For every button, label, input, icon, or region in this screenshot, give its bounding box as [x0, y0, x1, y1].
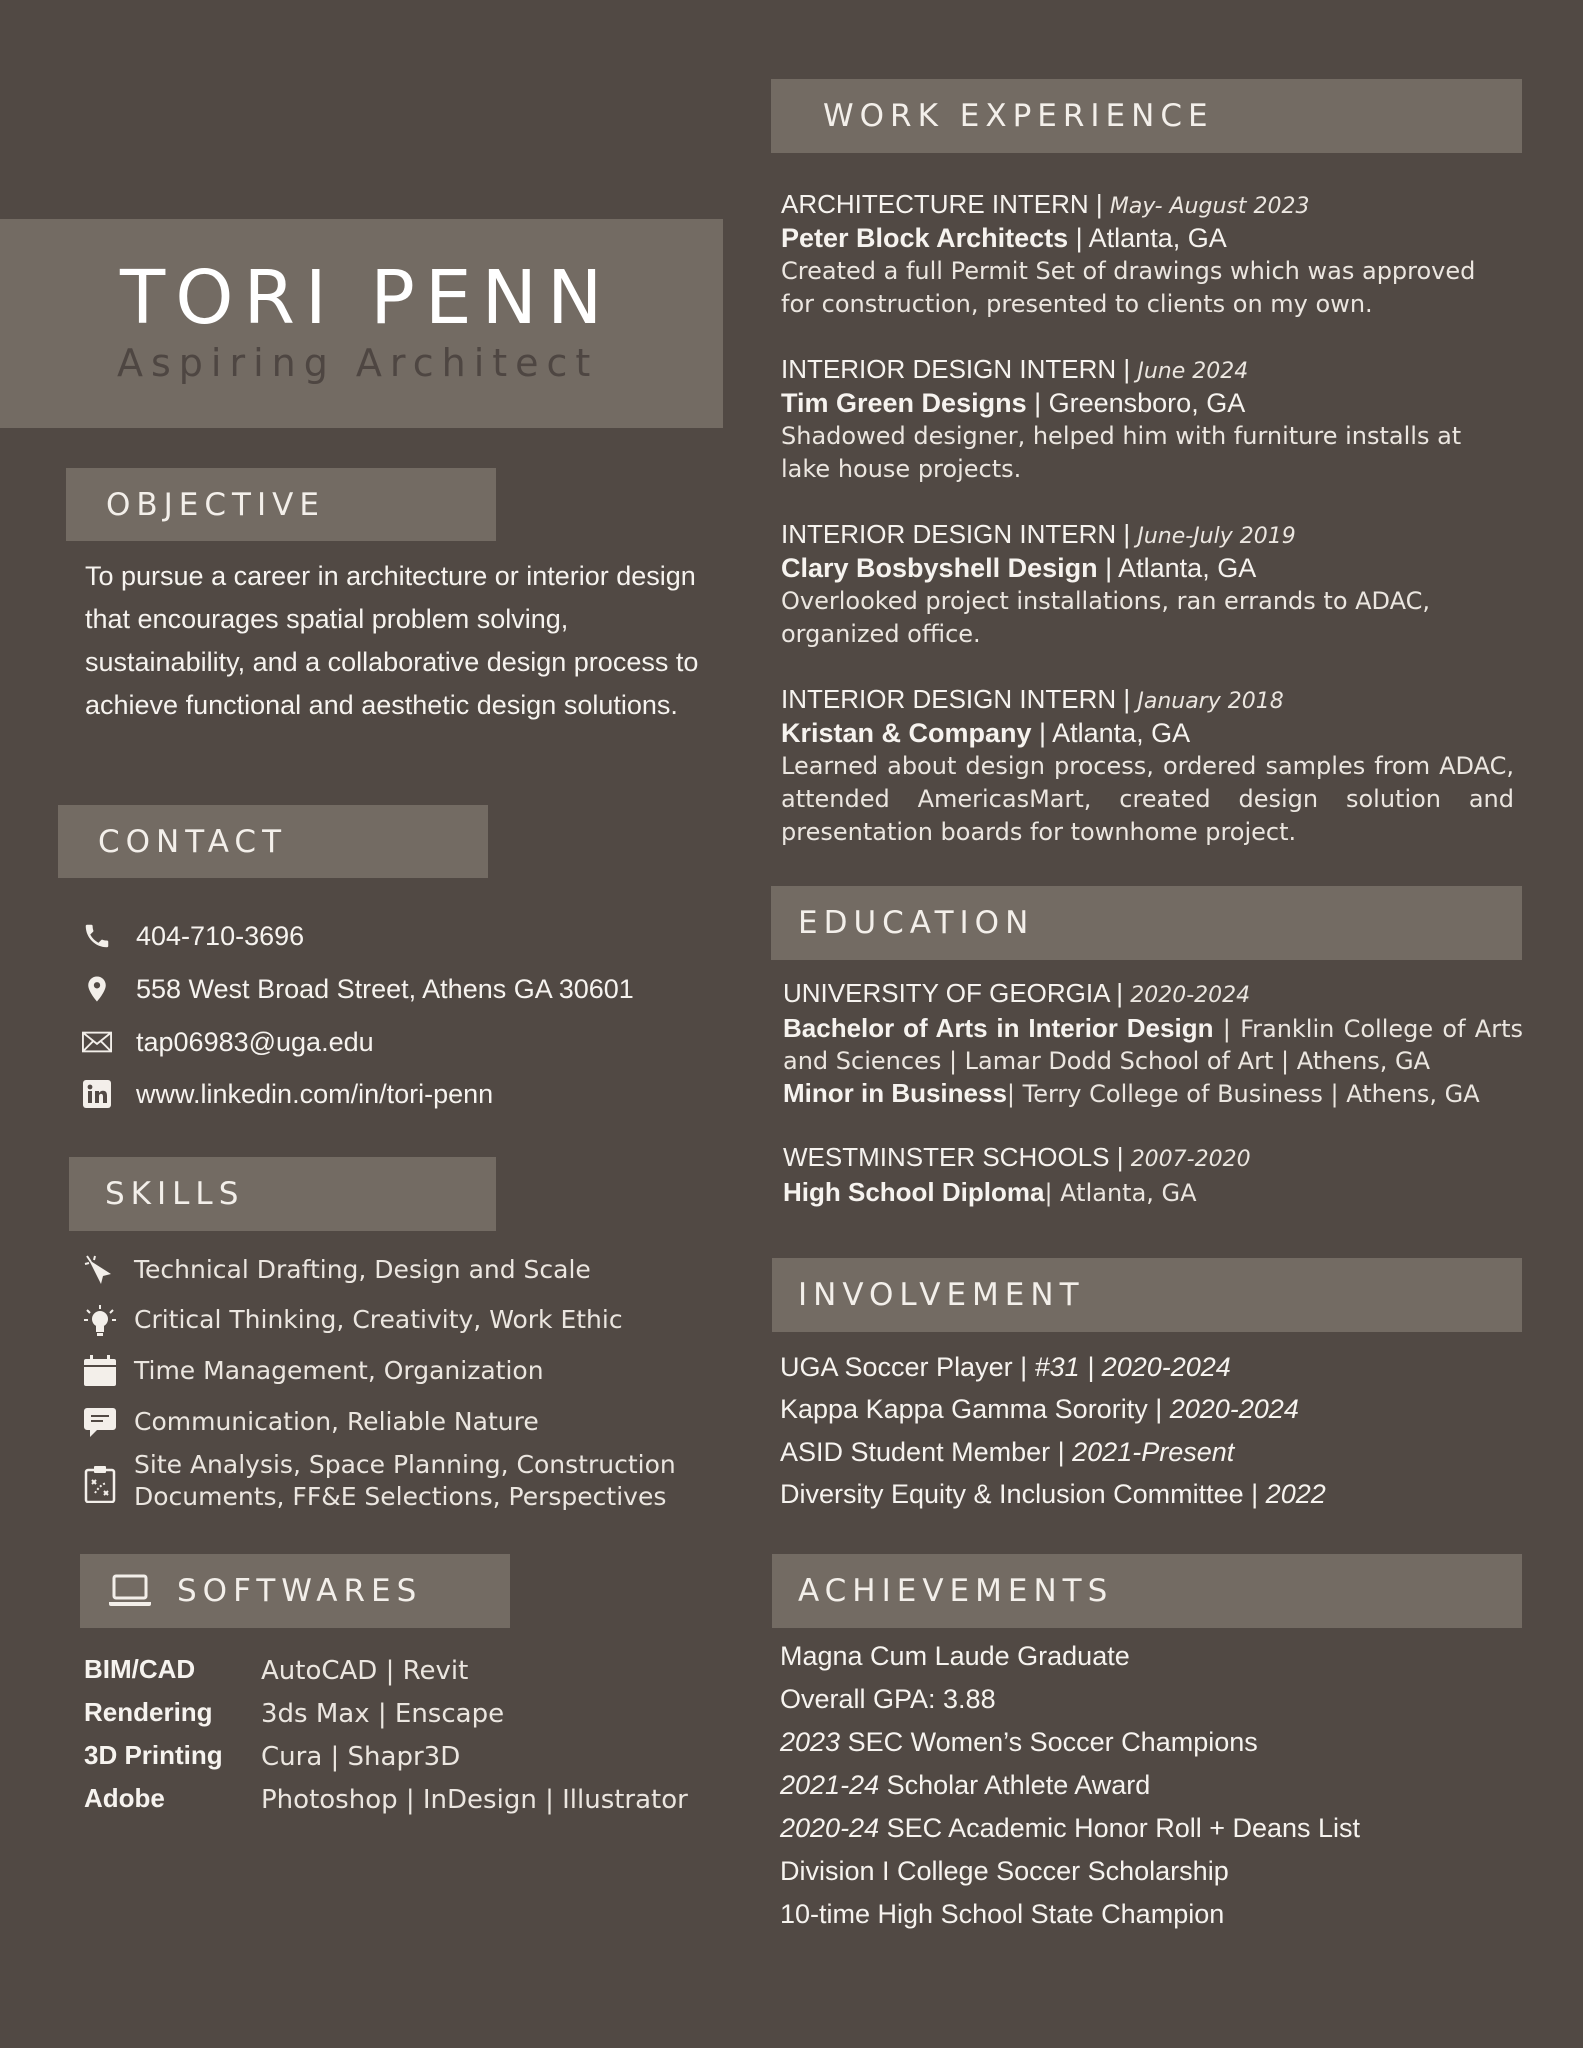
- lightbulb-icon: [80, 1304, 120, 1340]
- skill-text-line2: Documents, FF&E Selections, Perspectives: [134, 1482, 667, 1511]
- involvement-header: [772, 1258, 1522, 1332]
- objective-header: [66, 468, 496, 541]
- school-minor-detail: | Terry College of Business | Athens, GA: [1006, 1080, 1480, 1108]
- involvement-heading: INVOLVEMENT: [798, 1277, 1085, 1313]
- achievement-text: Scholar Athlete Award: [879, 1770, 1151, 1800]
- achievement-item: [780, 1641, 1130, 1672]
- skill-item: [80, 1406, 539, 1442]
- work-header: [771, 79, 1522, 153]
- involvement-text: Kappa Kappa Gamma Sorority |: [780, 1394, 1170, 1424]
- skill-item: [80, 1449, 676, 1513]
- job-title: INTERIOR DESIGN INTERN: [781, 519, 1117, 549]
- achievement-item: [780, 1856, 1229, 1887]
- job-title: INTERIOR DESIGN INTERN: [781, 684, 1117, 714]
- work-heading: WORK EXPERIENCE: [823, 98, 1214, 134]
- achievement-text: Overall GPA: 3.88: [780, 1684, 996, 1714]
- job-company: Tim Green Designs: [781, 388, 1027, 418]
- job-date: January 2018: [1137, 689, 1284, 714]
- achievement-item: [780, 1899, 1224, 1930]
- skill-item: [80, 1254, 591, 1290]
- achievement-year: 2023: [780, 1727, 841, 1757]
- achievement-item: [780, 1684, 996, 1715]
- involvement-item: [780, 1437, 1234, 1468]
- job-description: Overlooked project installations, ran errands to ADAC, organized office.: [781, 587, 1430, 648]
- contact-email-row: [82, 1022, 374, 1062]
- education-header: [771, 886, 1522, 960]
- education-heading: EDUCATION: [798, 905, 1035, 941]
- location-pin-icon: [82, 974, 112, 1004]
- achievement-text: 10-time High School State Champion: [780, 1899, 1225, 1929]
- involvement-item: [780, 1479, 1326, 1510]
- contact-address: 558 West Broad Street, Athens GA 30601: [136, 973, 634, 1004]
- drafting-icon: [80, 1254, 120, 1290]
- skill-text: Technical Drafting, Design and Scale: [134, 1255, 591, 1284]
- job-location: | Atlanta, GA: [1068, 223, 1227, 253]
- school-degree-detail: | Atlanta, GA: [1044, 1179, 1197, 1207]
- objective-text: To pursue a career in architecture or interior design that encourages spatial problem solving, sustainability, and a collaborative design process to achieve functional and aesthetic design solutions.: [85, 561, 699, 720]
- job-location: | Atlanta, GA: [1031, 718, 1191, 748]
- software-value: Cura | Shapr3D: [261, 1742, 461, 1772]
- involvement-date: 2020-2024: [1169, 1394, 1299, 1424]
- achievements-heading: ACHIEVEMENTS: [798, 1573, 1114, 1609]
- software-value: AutoCAD | Revit: [261, 1656, 469, 1686]
- job-description: Learned about design process, ordered samples from ADAC, attended AmericasMart, created design solution and presentation boards for townhome project.: [781, 752, 1514, 846]
- job-separator: |: [1116, 684, 1138, 714]
- skill-text: Communication, Reliable Nature: [134, 1407, 539, 1436]
- software-value: 3ds Max | Enscape: [261, 1699, 505, 1729]
- involvement-item: [780, 1394, 1299, 1425]
- contact-email[interactable]: tap06983@uga.edu: [136, 1026, 374, 1057]
- software-category: 3D Printing: [84, 1740, 223, 1770]
- job-description: Created a full Permit Set of drawings which was approved for construction, presented to clients on my own.: [781, 257, 1476, 318]
- involvement-date: 2022: [1265, 1479, 1326, 1509]
- achievement-year: 2021-24: [780, 1770, 880, 1800]
- achievement-item: [780, 1727, 1258, 1758]
- school-name: UNIVERSITY OF GEORGIA: [783, 978, 1110, 1008]
- job-entry: [781, 352, 1514, 486]
- skill-item: [80, 1304, 623, 1340]
- school-separator: |: [1109, 978, 1131, 1008]
- school-degree: Bachelor of Arts in Interior Design: [783, 1013, 1214, 1043]
- skill-item: [80, 1355, 544, 1391]
- involvement-item: [780, 1352, 1231, 1383]
- linkedin-icon: [82, 1079, 112, 1109]
- achievement-item: [780, 1770, 1150, 1801]
- software-category: Adobe: [84, 1783, 165, 1813]
- phone-icon: [82, 921, 112, 951]
- job-separator: |: [1088, 189, 1110, 219]
- involvement-text: Diversity Equity & Inclusion Committee |: [780, 1479, 1266, 1509]
- achievement-text: Magna Cum Laude Graduate: [780, 1641, 1130, 1671]
- job-location: | Atlanta, GA: [1097, 553, 1257, 583]
- objective-heading: OBJECTIVE: [106, 486, 325, 523]
- school-minor: Minor in Business: [783, 1078, 1007, 1108]
- job-date: June 2024: [1137, 359, 1249, 384]
- job-entry: [781, 517, 1514, 651]
- skills-header: [69, 1157, 496, 1231]
- achievement-text: Division I College Soccer Scholarship: [780, 1856, 1229, 1886]
- job-entry: [781, 682, 1514, 849]
- job-date: June-July 2019: [1137, 524, 1296, 549]
- achievements-header: [772, 1554, 1522, 1628]
- contact-linkedin[interactable]: www.linkedin.com/in/tori-penn: [136, 1078, 494, 1109]
- speech-bubble-icon: [80, 1406, 120, 1442]
- job-title: ARCHITECTURE INTERN: [781, 189, 1089, 219]
- involvement-date: #31 | 2020-2024: [1034, 1352, 1231, 1382]
- achievement-text: SEC Academic Honor Roll + Deans List: [879, 1813, 1361, 1843]
- skill-text: Time Management, Organization: [134, 1356, 544, 1385]
- school-degree-detail: | Franklin College of Arts and Sciences | Lamar Dodd School of Art | Athens, GA: [783, 1015, 1523, 1075]
- achievement-item: [780, 1813, 1360, 1844]
- calendar-icon: [80, 1355, 120, 1391]
- contact-address-row: [82, 969, 634, 1009]
- contact-heading: CONTACT: [98, 823, 288, 860]
- school-degree: High School Diploma: [783, 1177, 1045, 1207]
- name-banner: [0, 219, 723, 428]
- job-separator: |: [1116, 354, 1138, 384]
- job-title: INTERIOR DESIGN INTERN: [781, 354, 1117, 384]
- contact-phone[interactable]: 404-710-3696: [136, 920, 305, 951]
- school-entry: [783, 977, 1523, 1110]
- software-value: Photoshop | InDesign | Illustrator: [261, 1785, 688, 1815]
- skill-text: Site Analysis, Space Planning, Construction: [134, 1450, 676, 1479]
- job-separator: |: [1116, 519, 1138, 549]
- involvement-text: ASID Student Member |: [780, 1437, 1073, 1467]
- softwares-header: [80, 1554, 510, 1628]
- softwares-heading: SOFTWARES: [177, 1573, 423, 1609]
- laptop-icon: [108, 1574, 152, 1608]
- school-entry: [783, 1141, 1523, 1209]
- skill-text: Critical Thinking, Creativity, Work Ethic: [134, 1305, 623, 1334]
- school-separator: |: [1109, 1142, 1131, 1172]
- achievement-year: 2020-24: [780, 1813, 880, 1843]
- resume-subtitle: Aspiring Architect: [117, 341, 599, 385]
- software-category: BIM/CAD: [84, 1654, 196, 1684]
- involvement-date: 2021-Present: [1072, 1437, 1235, 1467]
- contact-linkedin-row: [82, 1074, 493, 1114]
- school-date: 2007-2020: [1130, 1147, 1251, 1172]
- software-category: Rendering: [84, 1697, 213, 1727]
- job-location: | Greensboro, GA: [1026, 388, 1246, 418]
- job-company: Clary Bosbyshell Design: [781, 553, 1098, 583]
- school-date: 2020-2024: [1130, 983, 1251, 1008]
- involvement-text: UGA Soccer Player |: [780, 1352, 1035, 1382]
- resume-name: TORI PENN: [120, 255, 613, 341]
- contact-phone-row: [82, 916, 304, 956]
- clipboard-icon: [80, 1465, 120, 1501]
- envelope-icon: [82, 1027, 112, 1057]
- school-name: WESTMINSTER SCHOOLS: [783, 1142, 1110, 1172]
- contact-header: [58, 805, 488, 878]
- job-description: Shadowed designer, helped him with furniture installs at lake house projects.: [781, 422, 1462, 483]
- job-date: May- August 2023: [1109, 194, 1310, 219]
- job-company: Peter Block Architects: [781, 223, 1069, 253]
- job-entry: [781, 187, 1514, 321]
- achievement-text: SEC Women’s Soccer Champions: [840, 1727, 1258, 1757]
- job-company: Kristan & Company: [781, 718, 1032, 748]
- skills-heading: SKILLS: [105, 1176, 245, 1212]
